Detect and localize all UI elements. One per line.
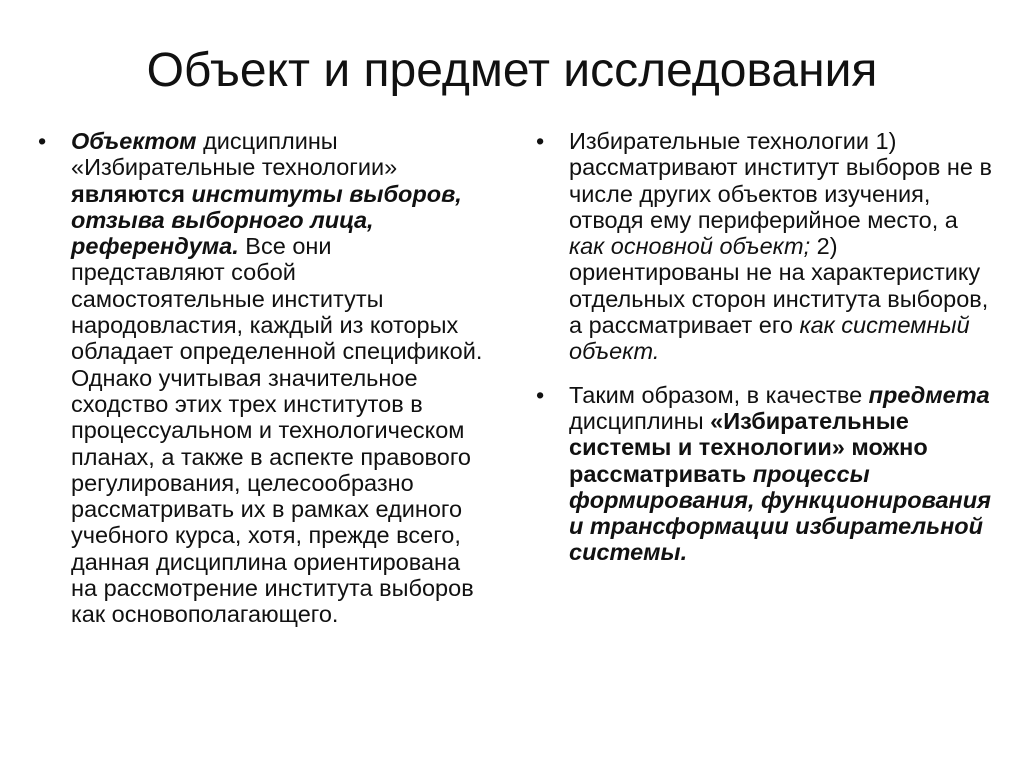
bullet-text-segment: институты выборов, отзыва выборного лица, референдума. — [71, 180, 462, 260]
bullet-text-segment: как основной объект; — [569, 233, 811, 260]
bullet-text-segment: процессы формирования, функционирования и трансформации избирательной системы. — [569, 460, 991, 566]
bullet-text-segment: дисциплины — [569, 407, 711, 434]
bullet-text-segment: дисциплины «Избирательные технологии» — [71, 128, 398, 181]
bullet-text-segment: являются — [71, 180, 192, 207]
bullet-text-segment: Избирательные технологии 1) рассматривают институт выборов не в числе других объектов изучения, отводя ему периферийное место, а — [569, 128, 992, 233]
bullet-text-segment: «Избирательные системы и технологии» можно рассматривать — [569, 407, 928, 487]
bullet-text-segment: Таким образом, в качестве — [569, 381, 869, 408]
left-column — [38, 128, 488, 645]
bullet-icon: • — [536, 381, 545, 408]
right-column — [536, 128, 998, 583]
left-bullet-1 — [38, 128, 488, 628]
right-bullet-2 — [536, 382, 998, 566]
slide-title: Объект и предмет исследования — [146, 44, 878, 97]
bullet-icon: • — [536, 128, 545, 154]
bullet-text-segment: Все они представляют собой самостоятельные институты народовластия, каждый из которых обладает определенной спецификой. Однако учитывая значительное сходство этих трех институтов в процессуальном и технологическом планах, а также в аспекте правового регулирования, целесообразно рассматривать их в рамках единого учебного курса, хотя, прежде всего, данная дисциплина ориентирована на рассмотрение института выборов как основополагающего. — [71, 233, 483, 628]
right-bullet-1 — [536, 128, 998, 365]
bullet-text-segment: Объектом — [71, 128, 197, 154]
bullet-icon: • — [38, 128, 47, 154]
bullet-text-segment: 2) ориентированы не на характеристику отдельных сторон института выборов, а рассматривает его — [569, 233, 989, 339]
bullet-text-segment: как системный объект. — [569, 312, 970, 365]
bullet-text-segment: предмета — [868, 381, 990, 408]
